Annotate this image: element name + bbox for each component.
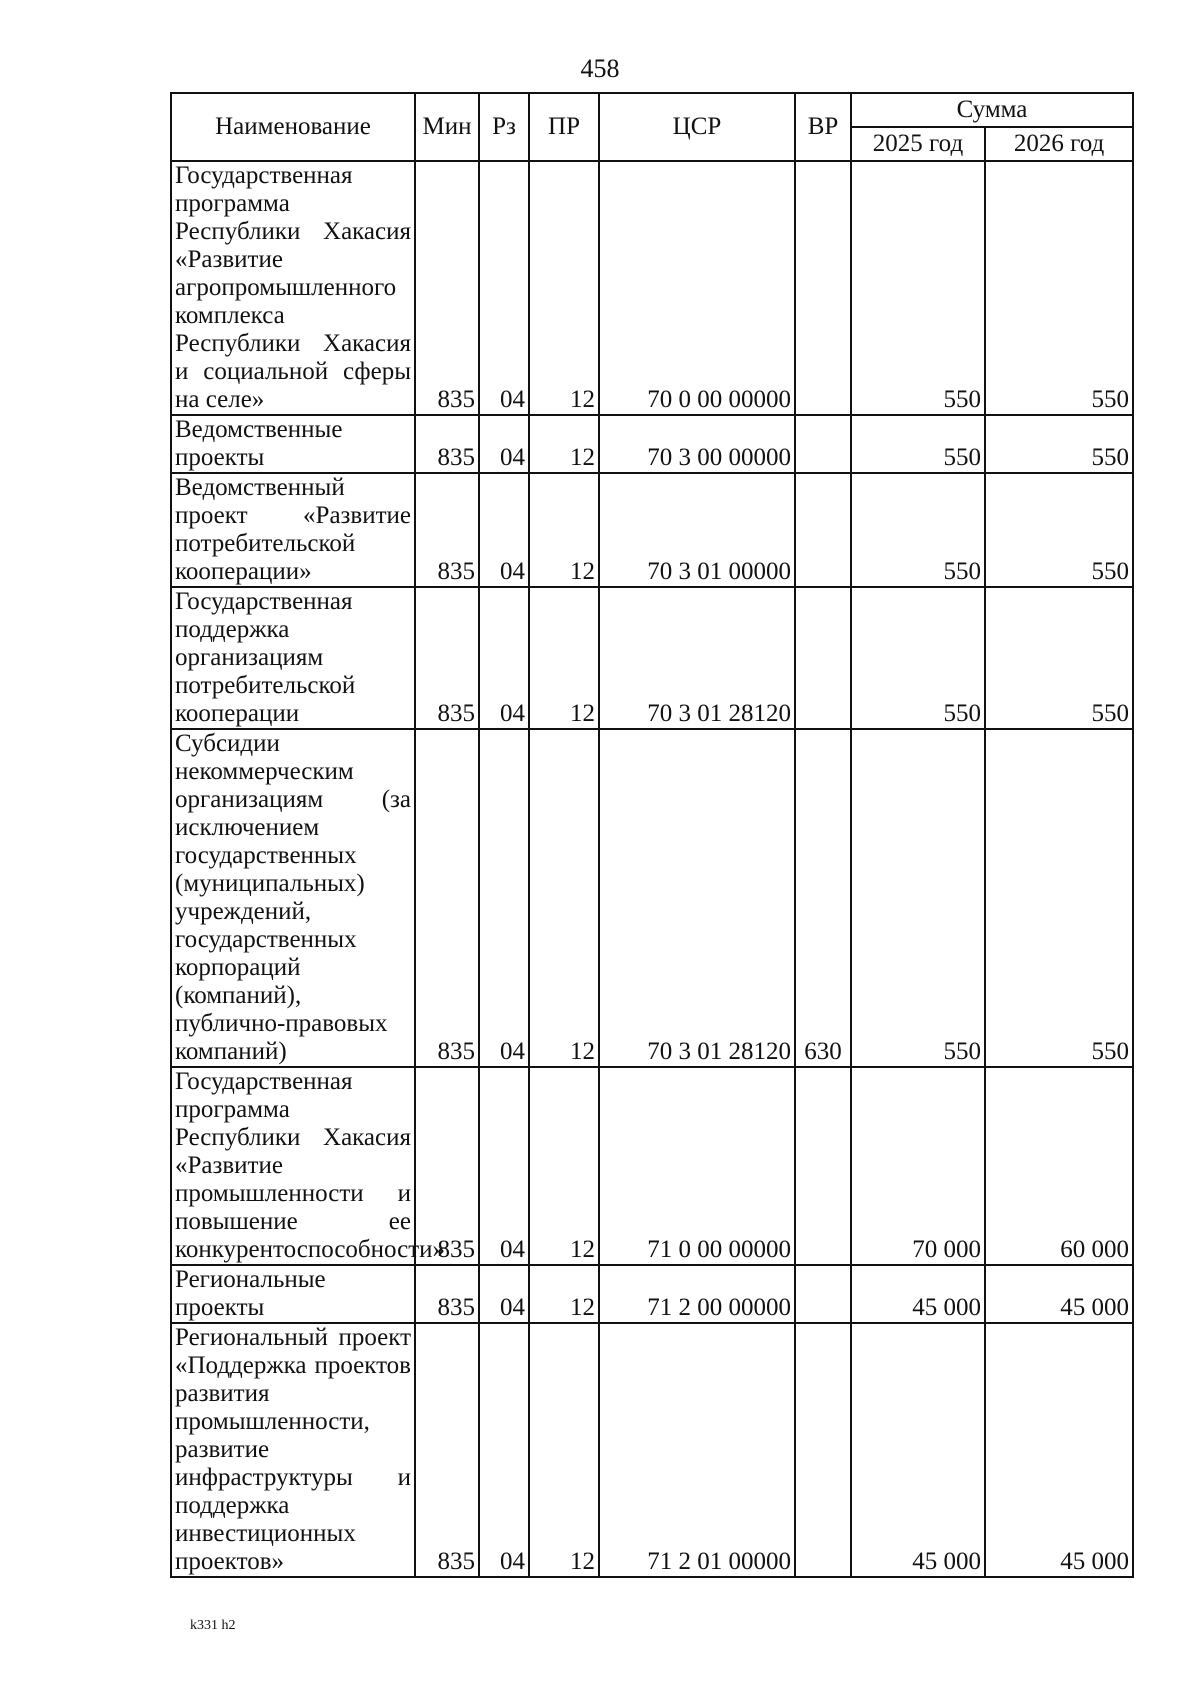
cell-vr (795, 1265, 851, 1323)
cell-2026: 550 (985, 415, 1133, 473)
table-header-row (171, 93, 1133, 127)
cell-2025: 45 000 (851, 1323, 985, 1577)
header-year-2025: 2025 год (851, 127, 985, 161)
cell-2026: 550 (985, 161, 1133, 415)
cell-pr: 12 (529, 587, 599, 729)
cell-csr: 70 3 01 00000 (599, 473, 795, 587)
cell-min: 835 (415, 1265, 479, 1323)
table-row (171, 415, 1133, 473)
cell-2026: 60 000 (985, 1067, 1133, 1265)
cell-rz: 04 (479, 415, 529, 473)
cell-pr: 12 (529, 1067, 599, 1265)
cell-csr: 71 2 01 00000 (599, 1323, 795, 1577)
cell-2026: 550 (985, 587, 1133, 729)
cell-2026: 550 (985, 473, 1133, 587)
cell-pr: 12 (529, 729, 599, 1067)
table-row (171, 473, 1133, 587)
cell-2026: 550 (985, 729, 1133, 1067)
cell-min: 835 (415, 1067, 479, 1265)
cell-name: Субсидии некоммерческим организациям (за исключением государственных (муниципальных) учреждений, государственных корпораций (компаний), публично-правовых компаний) (171, 729, 415, 1067)
cell-pr: 12 (529, 1323, 599, 1577)
cell-vr (795, 161, 851, 415)
cell-csr: 70 3 01 28120 (599, 587, 795, 729)
cell-csr: 70 3 01 28120 (599, 729, 795, 1067)
table-row (171, 729, 1133, 1067)
cell-pr: 12 (529, 473, 599, 587)
cell-vr (795, 587, 851, 729)
cell-name: Государственная программа Республики Хакасия «Развитие промышленности и повышение ее конкурентоспособности» (171, 1067, 415, 1265)
cell-rz: 04 (479, 729, 529, 1067)
cell-rz: 04 (479, 1067, 529, 1265)
cell-pr: 12 (529, 1265, 599, 1323)
cell-csr: 71 0 00 00000 (599, 1067, 795, 1265)
cell-csr: 71 2 00 00000 (599, 1265, 795, 1323)
table-row (171, 161, 1133, 415)
cell-rz: 04 (479, 1265, 529, 1323)
cell-2025: 550 (851, 473, 985, 587)
cell-rz: 04 (479, 161, 529, 415)
header-vr: ВР (795, 93, 851, 161)
cell-pr: 12 (529, 415, 599, 473)
cell-min: 835 (415, 587, 479, 729)
cell-vr (795, 415, 851, 473)
cell-csr: 70 3 00 00000 (599, 415, 795, 473)
cell-name: Региональные проекты (171, 1265, 415, 1323)
cell-csr: 70 0 00 00000 (599, 161, 795, 415)
cell-min: 835 (415, 415, 479, 473)
footer-code: k331 h2 (190, 1618, 236, 1633)
header-sum: Сумма (851, 93, 1133, 127)
header-csr: ЦСР (599, 93, 795, 161)
cell-name: Региональный проект «Поддержка проектов развития промышленности, развитие инфраструктуры и поддержка инвестиционных проектов» (171, 1323, 415, 1577)
cell-vr: 630 (795, 729, 851, 1067)
cell-pr: 12 (529, 161, 599, 415)
table-row (171, 1265, 1133, 1323)
table-row (171, 587, 1133, 729)
cell-2025: 45 000 (851, 1265, 985, 1323)
cell-name: Ведомственный проект «Развитие потребительской кооперации» (171, 473, 415, 587)
cell-min: 835 (415, 473, 479, 587)
cell-rz: 04 (479, 1323, 529, 1577)
header-year-2026: 2026 год (985, 127, 1133, 161)
cell-name: Государственная поддержка организациям потребительской кооперации (171, 587, 415, 729)
cell-2025: 70 000 (851, 1067, 985, 1265)
header-pr: ПР (529, 93, 599, 161)
cell-2026: 45 000 (985, 1323, 1133, 1577)
cell-min: 835 (415, 161, 479, 415)
cell-2025: 550 (851, 415, 985, 473)
cell-2025: 550 (851, 729, 985, 1067)
cell-rz: 04 (479, 473, 529, 587)
cell-rz: 04 (479, 587, 529, 729)
cell-min: 835 (415, 1323, 479, 1577)
cell-2025: 550 (851, 161, 985, 415)
cell-min: 835 (415, 729, 479, 1067)
header-rz: Рз (479, 93, 529, 161)
cell-name: Государственная программа Республики Хакасия «Развитие агропромышленного комплекса Республики Хакасия и социальной сферы на селе» (171, 161, 415, 415)
page-number: 458 (580, 54, 620, 83)
header-min: Мин (415, 93, 479, 161)
cell-2026: 45 000 (985, 1265, 1133, 1323)
table-row (171, 1323, 1133, 1577)
budget-table (170, 92, 1134, 1578)
table-row (171, 1067, 1133, 1265)
cell-vr (795, 1067, 851, 1265)
cell-vr (795, 473, 851, 587)
table-body (171, 161, 1133, 1577)
cell-vr (795, 1323, 851, 1577)
header-name: Наименование (171, 93, 415, 161)
cell-2025: 550 (851, 587, 985, 729)
cell-name: Ведомственные проекты (171, 415, 415, 473)
